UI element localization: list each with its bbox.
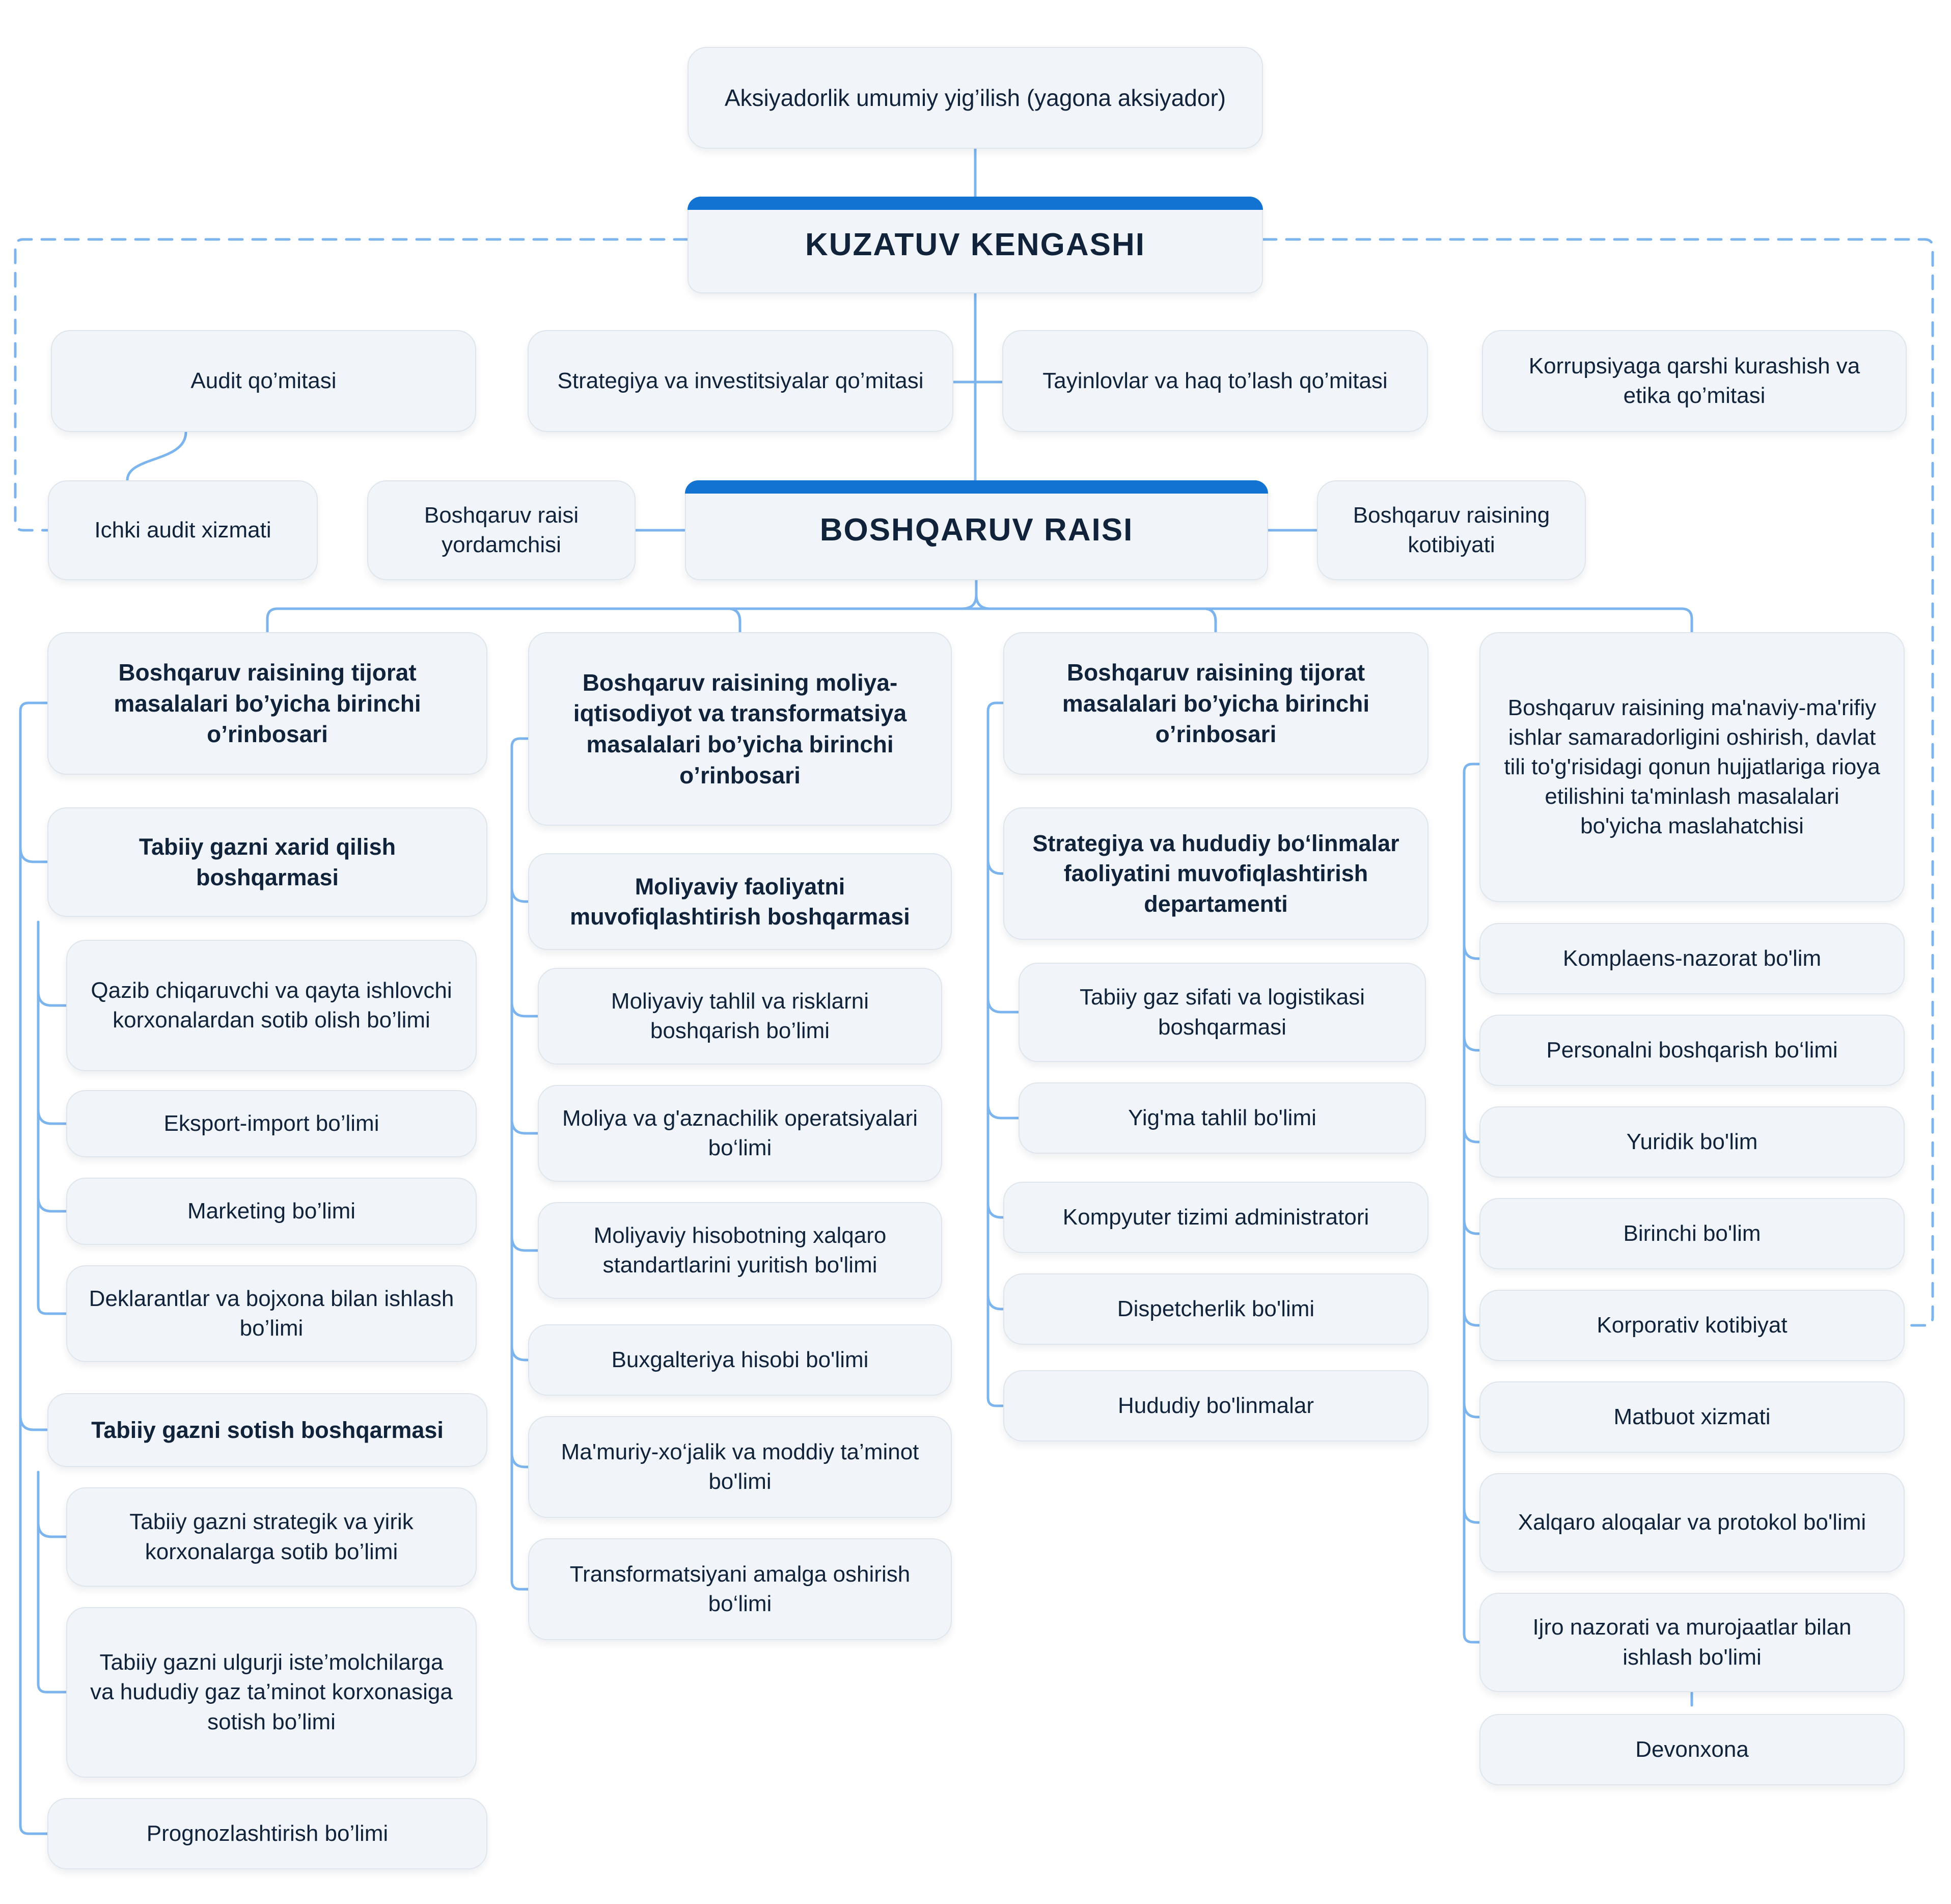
node-first-unit: Birinchi bo'lim	[1479, 1198, 1905, 1269]
node-strategy-committee: Strategiya va investitsiyalar qo’mitasi	[528, 330, 953, 432]
node-computer-systems-admin: Kompyuter tizimi administratori	[1003, 1182, 1428, 1253]
node-regional-divisions: Hududiy bo'linmalar	[1003, 1370, 1428, 1441]
node-declarants-customs-unit: Deklarantlar va bojxona bilan ishlash bo’limi	[66, 1265, 477, 1362]
node-export-import-unit: Eksport-import bo’limi	[66, 1090, 477, 1157]
node-compliance-unit: Komplaens-nazorat bo'lim	[1479, 923, 1905, 994]
node-anticorruption-committee: Korrupsiyaga qarshi kurashish va etika qo’mitasi	[1482, 330, 1907, 432]
node-marketing-unit: Marketing bo’limi	[66, 1178, 477, 1245]
node-forecasting-unit: Prognozlashtirish bo’limi	[47, 1798, 487, 1869]
node-audit-committee: Audit qo’mitasi	[51, 330, 476, 432]
node-chairman-assistant: Boshqaruv raisi yordamchisi	[367, 480, 636, 580]
node-producers-purchase-unit: Qazib chiqaruvchi va qayta ishlovchi korxonalardan sotib olish bo’limi	[66, 940, 477, 1071]
node-ifrs-reporting-unit: Moliyaviy hisobotning xalqaro standartlarini yuritish bo'limi	[538, 1202, 942, 1299]
node-gas-quality-logistics-dept: Tabiiy gaz sifati va logistikasi boshqarmasi	[1019, 963, 1426, 1062]
node-execution-control-unit: Ijro nazorati va murojaatlar bilan ishlash bo'limi	[1479, 1593, 1905, 1692]
node-gas-sales-dept: Tabiiy gazni sotish boshqarmasi	[47, 1393, 487, 1467]
node-strategy-regional-dept: Strategiya va hududiy bo‘linmalar faoliyatini muvofiqlashtirish departamenti	[1003, 807, 1428, 940]
node-treasury-operations-unit: Moliya va g'aznachilik operatsiyalari bo‘limi	[538, 1085, 942, 1182]
node-gas-purchase-dept: Tabiiy gazni xarid qilish boshqarmasi	[47, 807, 487, 917]
node-accounting-unit: Buxgalteriya hisobi bo'limi	[528, 1324, 952, 1396]
node-admin-supply-unit: Ma'muriy-xo‘jalik va moddiy ta’minot bo'limi	[528, 1416, 952, 1518]
node-supervisory-board: KUZATUV KENGASHI	[688, 197, 1263, 293]
node-dispatch-unit: Dispetcherlik bo'limi	[1003, 1273, 1428, 1345]
node-internal-audit: Ichki audit xizmati	[48, 480, 318, 580]
node-financial-analysis-unit: Moliyaviy tahlil va risklarni boshqarish bo’limi	[538, 968, 942, 1065]
node-appointments-committee: Tayinlovlar va haq to’lash qo’mitasi	[1002, 330, 1428, 432]
node-wholesale-sales-unit: Tabiiy gazni ulgurji iste’molchilarga va hududiy gaz ta’minot korxonasiga sotish bo’limi	[66, 1607, 477, 1778]
node-transformation-unit: Transformatsiyani amalga oshirish bo‘limi	[528, 1538, 952, 1640]
node-legal-unit: Yuridik bo'lim	[1479, 1106, 1905, 1178]
node-finance-coordination-dept: Moliyaviy faoliyatni muvofiqlashtirish boshqarmasi	[528, 853, 952, 950]
node-press-service: Matbuot xizmati	[1479, 1381, 1905, 1453]
node-consolidated-analysis-unit: Yig'ma tahlil bo'limi	[1019, 1082, 1426, 1154]
node-shareholders-assembly: Aksiyadorlik umumiy yig’ilish (yagona aksiyador)	[688, 47, 1263, 149]
node-deputy-commercial-2: Boshqaruv raisining tijorat masalalari bo’yicha birinchi o’rinbosari	[1003, 632, 1428, 775]
node-deputy-commercial-1: Boshqaruv raisining tijorat masalalari bo’yicha birinchi o’rinbosari	[47, 632, 487, 775]
node-chairman: BOSHQARUV RAISI	[685, 480, 1268, 580]
node-strategic-sales-unit: Tabiiy gazni strategik va yirik korxonalarga sotib bo’limi	[66, 1487, 477, 1587]
node-chairman-secretariat: Boshqaruv raisining kotibiyati	[1317, 480, 1586, 580]
node-hr-unit: Personalni boshqarish bo‘limi	[1479, 1015, 1905, 1086]
node-chancellery: Devonxona	[1479, 1714, 1905, 1785]
node-corporate-secretariat: Korporativ kotibiyat	[1479, 1290, 1905, 1361]
node-deputy-finance: Boshqaruv raisining moliya-iqtisodiyot va transformatsiya masalalari bo’yicha birinchi o’rinbosari	[528, 632, 952, 826]
node-advisor-spiritual: Boshqaruv raisining ma'naviy-ma'rifiy ishlar samaradorligini oshirish, davlat tili to'g'risidagi qonun hujjatlariga rioya etilishini ta'minlash masalalari bo'yicha maslahatchisi	[1479, 632, 1905, 902]
node-international-protocol-unit: Xalqaro aloqalar va protokol bo'limi	[1479, 1473, 1905, 1572]
